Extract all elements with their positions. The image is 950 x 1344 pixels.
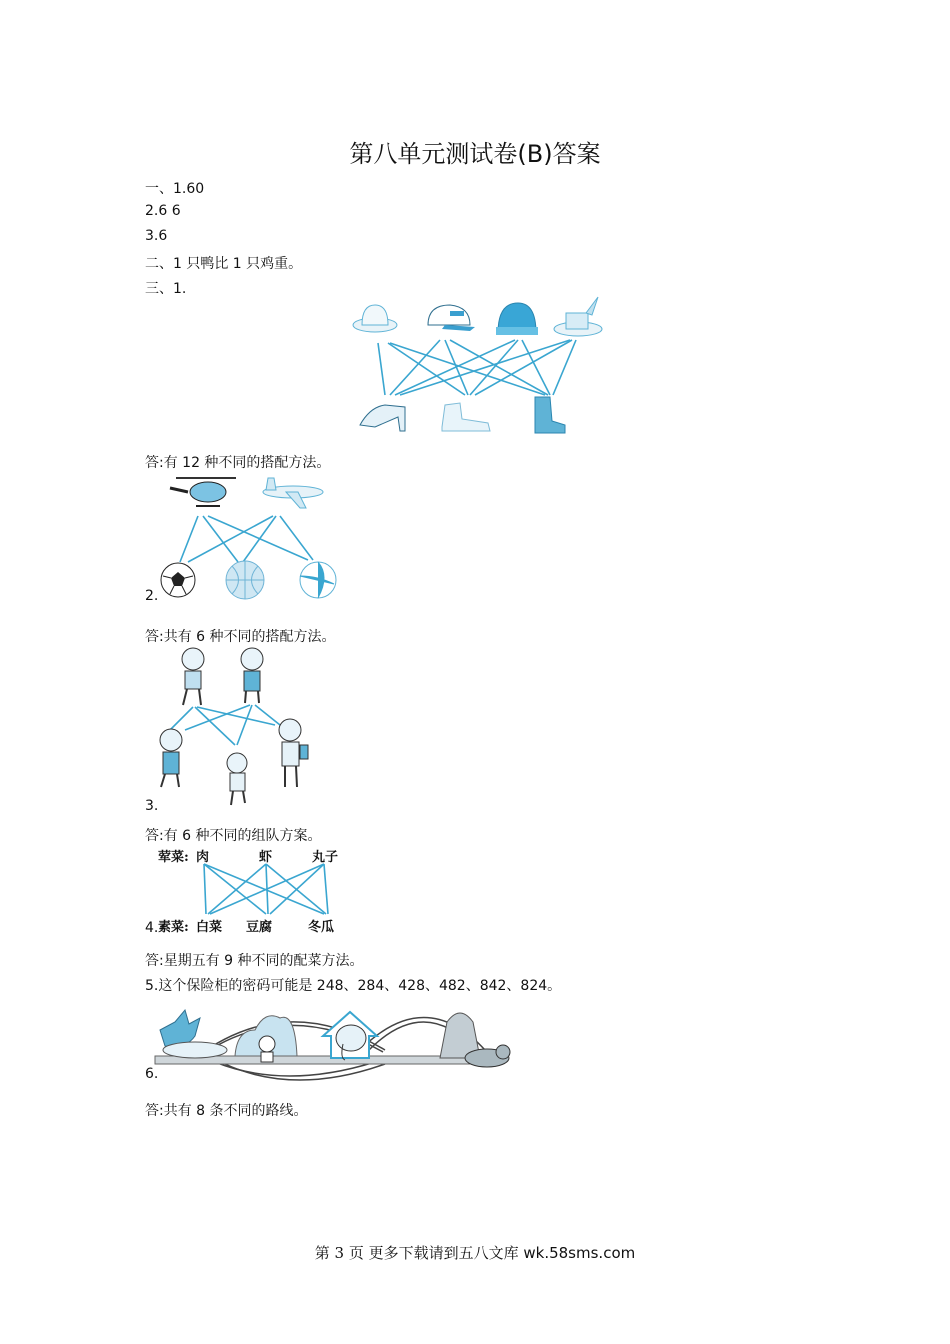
hats-shoes-diagram xyxy=(350,295,610,435)
answer-1: 答:有 12 种不同的搭配方法。 xyxy=(145,455,331,471)
meat-label: 荤菜: xyxy=(158,850,189,865)
route-diagram xyxy=(155,1000,515,1080)
bird-icon xyxy=(160,1010,227,1058)
footer-text: 第 3 页 更多下载请到五八文库 xyxy=(314,1244,524,1262)
boot-icon xyxy=(535,397,565,433)
answer-line-2: 2.6 6 xyxy=(145,203,181,219)
answer-line-5: 三、1. xyxy=(145,281,187,297)
cap-icon xyxy=(428,305,475,331)
girl-2-icon xyxy=(241,648,263,703)
answer-5: 5.这个保险柜的密码可能是 248、284、428、482、842、824。 xyxy=(145,978,562,994)
page-footer xyxy=(0,1242,950,1263)
vegetable-label: 素菜: xyxy=(158,920,189,935)
transport-balls-diagram xyxy=(158,472,348,602)
footer-link[interactable]: wk.58sms.com xyxy=(523,1244,636,1262)
page-title: 第八单元测试卷(B)答案 xyxy=(349,140,601,168)
meat-item: 虾 xyxy=(259,850,273,865)
volleyball-icon xyxy=(300,562,336,598)
answer-4: 答:星期五有 9 种不同的配菜方法。 xyxy=(145,953,364,969)
feather-hat-icon xyxy=(554,297,602,336)
children-team-diagram xyxy=(155,645,325,810)
answer-6: 答:共有 8 条不同的路线。 xyxy=(145,1103,308,1119)
knit-hat-icon xyxy=(496,303,538,335)
dish-pairing-lines xyxy=(196,862,336,922)
boy-1-icon xyxy=(160,729,182,787)
question-number-2: 2. xyxy=(145,588,159,604)
helicopter-icon xyxy=(170,478,236,506)
vegetable-item: 豆腐 xyxy=(246,920,273,935)
answer-line-4: 二、1 只鸭比 1 只鸡重。 xyxy=(145,256,303,272)
girl-1-icon xyxy=(182,648,204,705)
vegetable-item: 白菜 xyxy=(196,920,223,935)
meat-item: 丸子 xyxy=(312,850,339,865)
question-number-6: 6. xyxy=(145,1066,159,1082)
airplane-icon xyxy=(263,478,323,508)
boy-2-icon xyxy=(227,753,247,805)
answer-line-3: 3.6 xyxy=(145,228,168,244)
basketball-icon xyxy=(226,561,264,599)
vegetable-item: 冬瓜 xyxy=(308,920,335,935)
meat-item: 肉 xyxy=(196,850,210,865)
soccer-ball-icon xyxy=(161,563,195,597)
answer-2: 答:共有 6 种不同的搭配方法。 xyxy=(145,629,336,645)
answer-3: 答:有 6 种不同的组队方案。 xyxy=(145,828,322,844)
question-number-4: 4. xyxy=(145,920,159,936)
question-number-3: 3. xyxy=(145,798,159,814)
boy-3-icon xyxy=(279,719,308,787)
sneaker-icon xyxy=(442,403,490,431)
monkey-icon xyxy=(259,1036,275,1062)
answer-line-1: 一、1.60 xyxy=(145,181,205,197)
high-heel-icon xyxy=(360,405,405,431)
hat-icon xyxy=(353,305,397,332)
